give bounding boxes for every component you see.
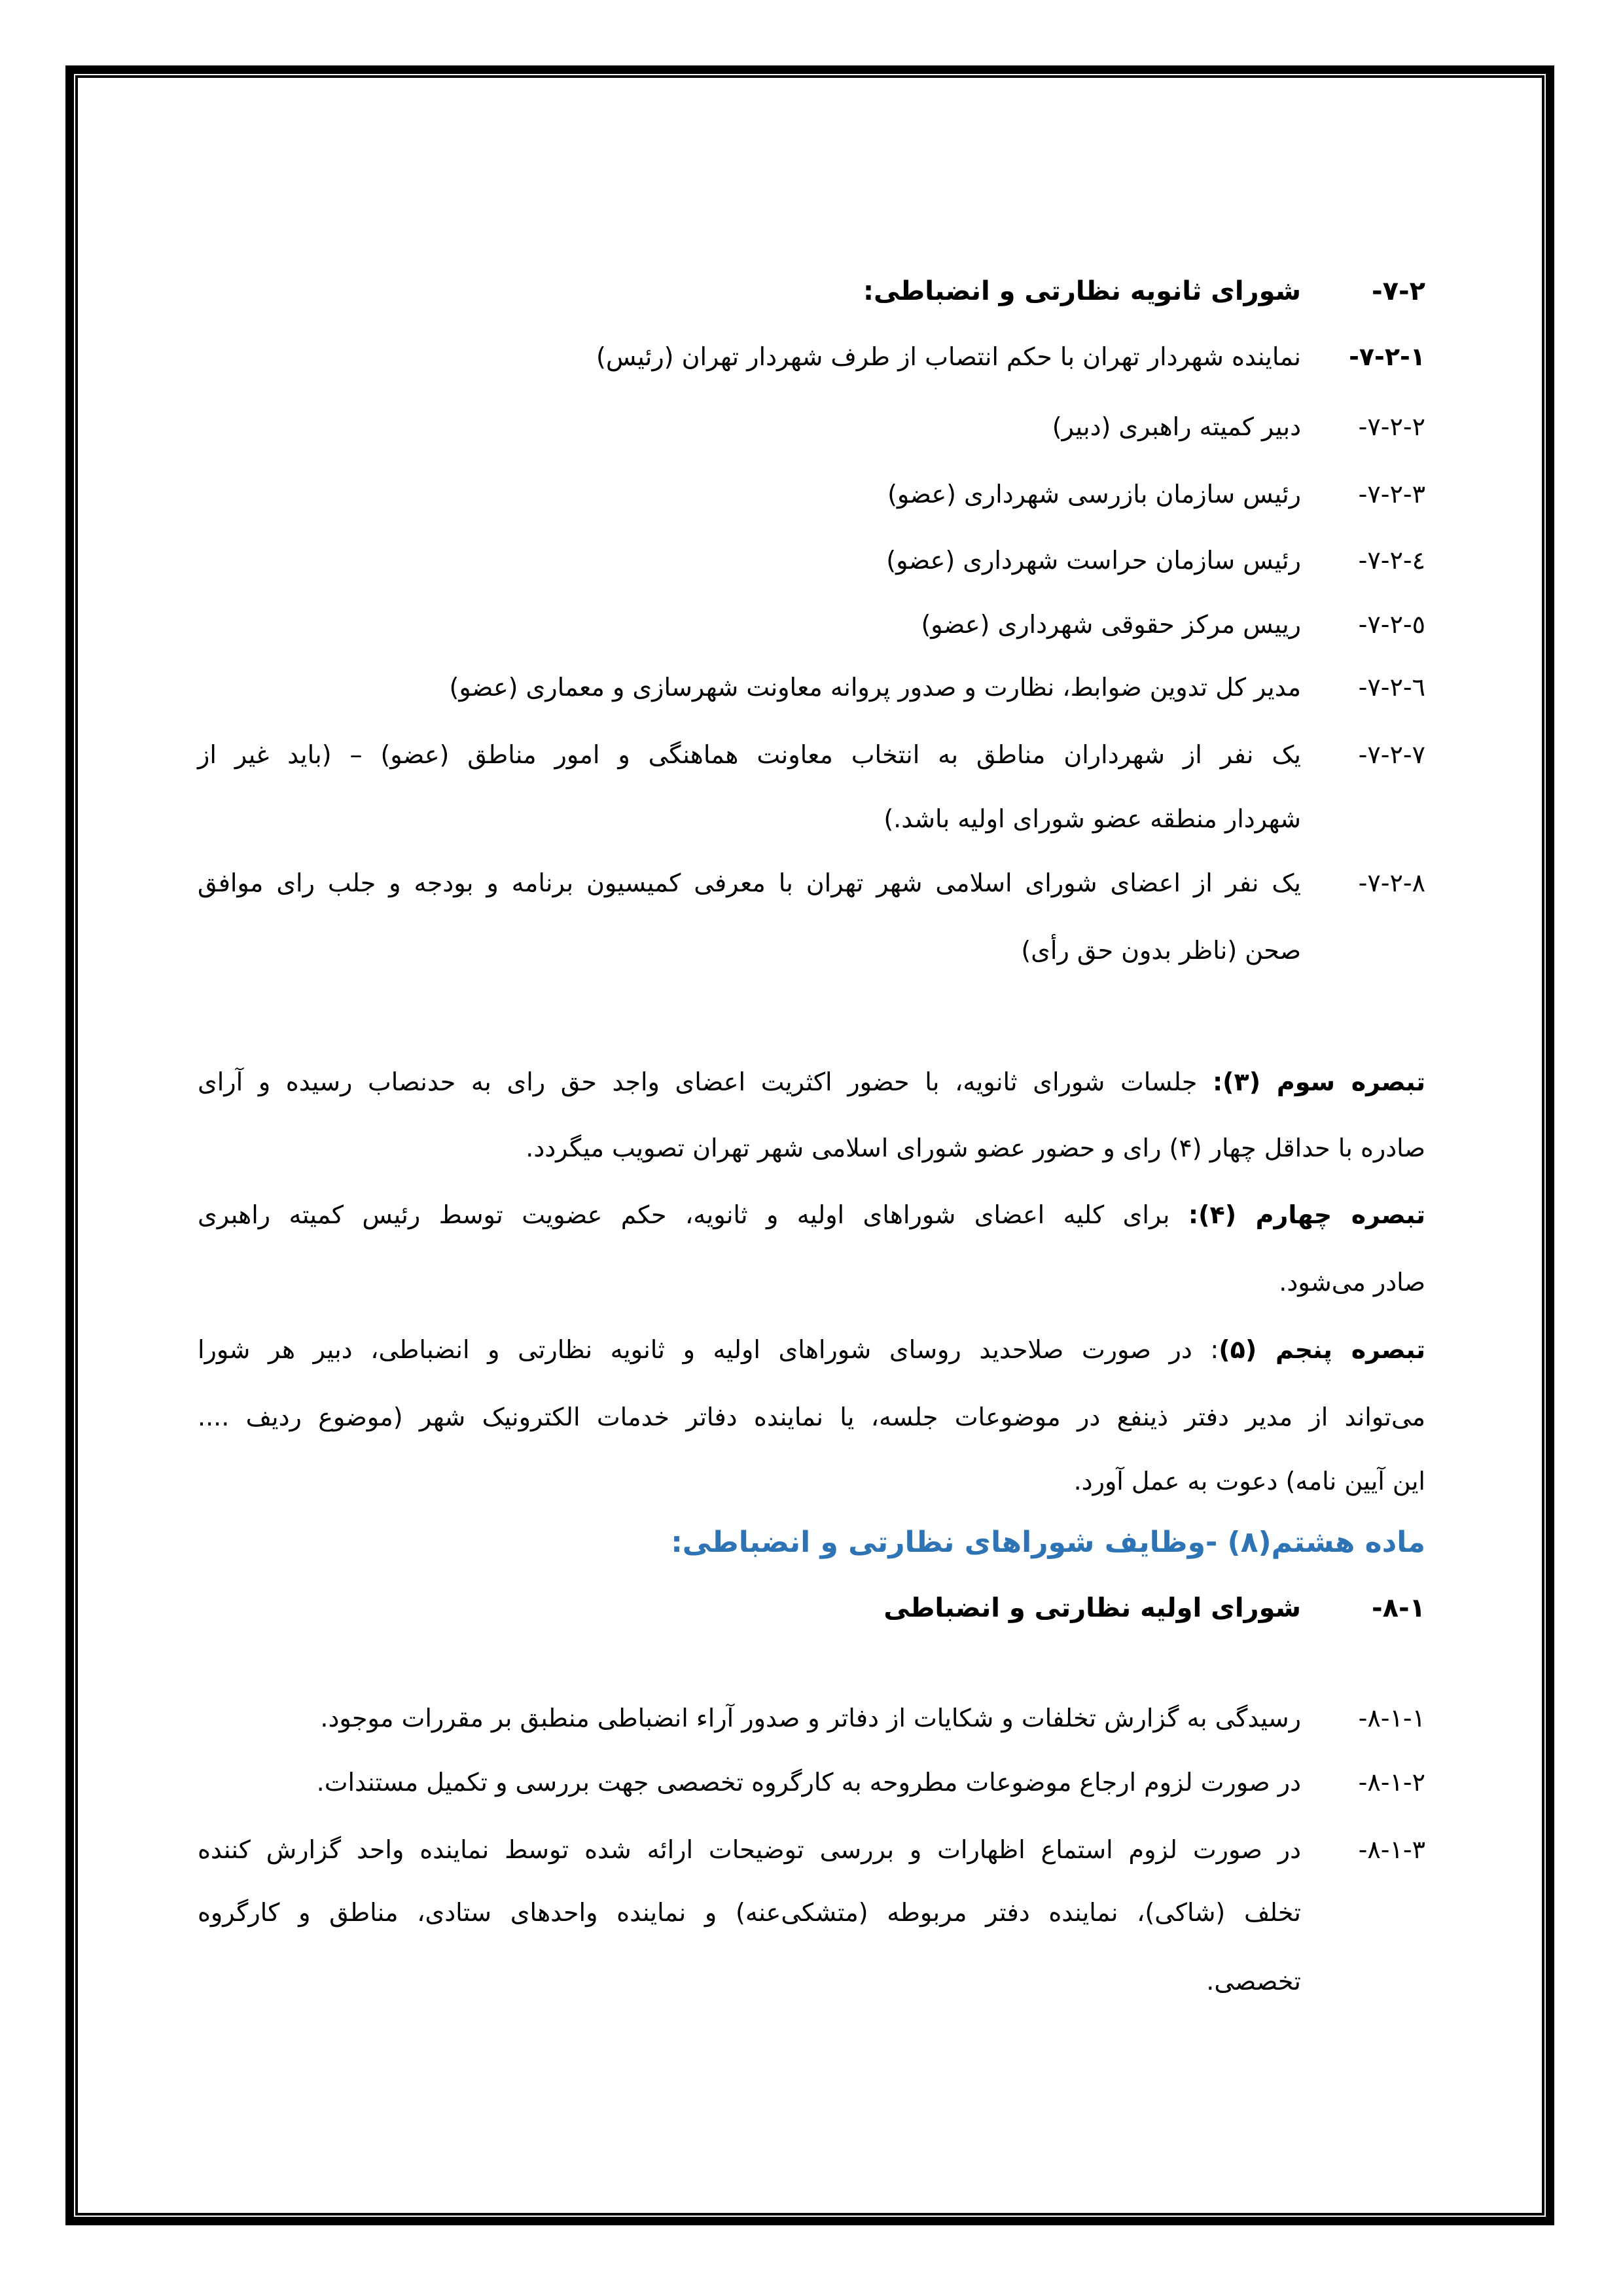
list-item: یک نفر از اعضای شورای اسلامی شهر تهران با معرفی کمیسیون برنامه و بودجه و جلب رای موافق [198, 869, 1301, 897]
note-4 [198, 1185, 1425, 1244]
list-item: مدیر کل تدوین ضوابط، نظارت و صدور پروانه معاونت شهرسازی و معماری (عضو) [449, 673, 1301, 702]
list-item: نماینده شهردار تهران با حکم انتصاب از طرف شهردار تهران (رئیس) [596, 342, 1301, 371]
note-text: جلسات شورای ثانویه، با حضور اکثریت اعضای واجد حق رای به حدنصاب رسیده و آرای [198, 1067, 1213, 1096]
note-3 [198, 1052, 1425, 1111]
list-item-continuation: صحن (ناظر بدون حق رأی) [1021, 936, 1301, 965]
article-8-title: ماده هشتم(۸) -وظایف شوراهای نظارتی و انضباطی: [671, 1526, 1425, 1559]
list-item: رئیس سازمان حراست شهرداری (عضو) [886, 546, 1301, 575]
list-item: در صورت لزوم ارجاع موضوعات مطروحه به کارگروه تخصصی جهت بررسی و تکمیل مستندات. [316, 1768, 1301, 1797]
list-item: رسیدگی به گزارش تخلفات و شکایات از دفاتر و صدور آراء انضباطی منطبق بر مقررات موجود. [320, 1704, 1301, 1732]
item-number: -۷-۲-٦ [1358, 673, 1425, 702]
note-4-continuation: صادر می‌شود. [1279, 1268, 1425, 1297]
list-item-continuation: تخلف (شاکی)، نماینده دفتر مربوطه (متشکی‌عنه) و نماینده واحدهای ستادی، مناطق و کارگروه [198, 1898, 1301, 1927]
list-item: رئیس سازمان بازرسی شهرداری (عضو) [887, 480, 1301, 509]
item-number: -۷-۲-٤ [1358, 546, 1425, 575]
section-title: شورای ثانویه نظارتی و انضباطی: [863, 276, 1301, 306]
note-text: برای کلیه اعضای شوراهای اولیه و ثانویه، حکم عضویت توسط رئیس کمیته راهبری [198, 1200, 1188, 1229]
list-item: یک نفر از شهرداران مناطق به انتخاب معاونت هماهنگی و امور مناطق (عضو) – (باید غیر از [198, 740, 1301, 769]
section-number: -۷-۲ [1371, 276, 1425, 306]
note-label: تبصره چهارم (۴): [1188, 1200, 1425, 1229]
note-5-continuation: این آیین نامه) دعوت به عمل آورد. [1073, 1467, 1425, 1496]
note-text: : در صورت صلاحدید روسای شوراهای اولیه و ثانویه نظارتی و انضباطی، دبیر هر شورا [198, 1335, 1219, 1364]
item-number: -۷-۲-۲ [1358, 412, 1425, 441]
item-number: -۸-۱-۳ [1358, 1835, 1425, 1864]
list-item: دبیر کمیته راهبری (دبیر) [1052, 412, 1301, 441]
section-title: شورای اولیه نظارتی و انضباطی [883, 1593, 1301, 1623]
section-number: -۸-۱ [1371, 1593, 1425, 1623]
item-number: -۷-۲-۸ [1358, 869, 1425, 897]
item-number: -۷-۲-۱ [1349, 342, 1425, 371]
note-5-continuation: می‌تواند از مدیر دفتر ذینفع در موضوعات جلسه، یا نماینده دفاتر خدمات الکترونیک شهر (موضوع ردیف .... [198, 1403, 1425, 1431]
note-label: تبصره پنجم (۵) [1219, 1335, 1425, 1364]
list-item-continuation: تخصصی. [1206, 1967, 1301, 1996]
list-item: رییس مرکز حقوقی شهرداری (عضو) [921, 610, 1301, 639]
item-number: -۷-۲-۳ [1358, 480, 1425, 509]
item-number: -۷-۲-۷ [1358, 740, 1425, 769]
note-5 [198, 1320, 1425, 1379]
item-number: -۸-۱-۲ [1358, 1768, 1425, 1797]
list-item-continuation: شهردار منطقه عضو شورای اولیه باشد.) [883, 804, 1301, 833]
note-3-continuation: صادره با حداقل چهار (۴) رای و حضور عضو شورای اسلامی شهر تهران تصویب میگردد. [526, 1134, 1425, 1162]
list-item: در صورت لزوم استماع اظهارات و بررسی توضیحات ارائه شده توسط نماینده واحد گزارش کننده [198, 1835, 1301, 1864]
item-number: -۸-۱-۱ [1358, 1704, 1425, 1732]
note-label: تبصره سوم (۳): [1212, 1067, 1426, 1096]
item-number: -۷-۲-٥ [1358, 610, 1425, 639]
